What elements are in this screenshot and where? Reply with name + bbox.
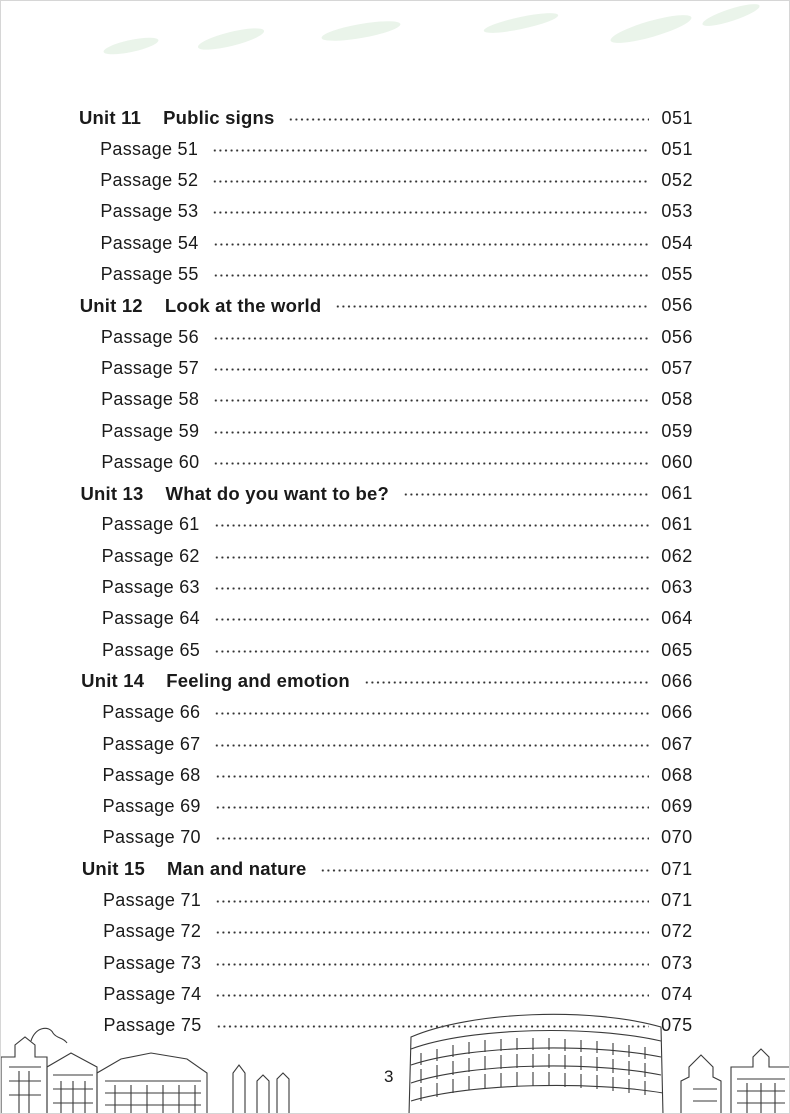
dot-leader [212, 180, 649, 183]
page-ref: 069 [661, 796, 693, 817]
dot-leader [213, 431, 649, 434]
passage-label [100, 139, 198, 160]
passage-label [101, 452, 199, 473]
toc-passage-row [102, 731, 692, 757]
passage-number: Passage 64 [101, 608, 200, 629]
page-ref: 058 [661, 389, 693, 410]
dot-leader [214, 650, 649, 653]
dot-leader [215, 900, 649, 903]
page-ref: 073 [661, 952, 693, 973]
unit-title: Feeling and emotion [166, 670, 350, 692]
passage-label [103, 890, 201, 911]
toc-passage-row [101, 418, 693, 444]
page-ref: 072 [661, 921, 693, 942]
unit-number: Unit 11 [79, 107, 142, 128]
dot-leader [213, 399, 649, 402]
passage-label [102, 702, 200, 723]
toc-passage-row [103, 888, 693, 914]
dot-leader [215, 931, 649, 934]
passage-label [103, 921, 201, 942]
page-ref: 065 [661, 639, 693, 660]
page-ref: 056 [661, 295, 693, 316]
dot-leader [214, 587, 649, 590]
toc-passage-row [102, 637, 693, 663]
page-ref: 068 [661, 764, 693, 785]
passage-number: Passage 56 [100, 326, 199, 347]
unit-title: Look at the world [164, 294, 322, 316]
toc-unit-row [81, 668, 693, 694]
passage-number: Passage 58 [101, 389, 200, 410]
page-ref: 051 [661, 138, 693, 159]
toc-unit-row [82, 856, 693, 882]
dot-leader [215, 963, 649, 966]
passage-number: Passage 54 [100, 232, 199, 253]
toc-unit-row [80, 293, 693, 319]
page-ref: 066 [661, 670, 693, 691]
dot-leader [213, 368, 649, 371]
page-ref: 067 [661, 733, 693, 754]
unit-label [80, 483, 389, 505]
unit-number: Unit 15 [81, 858, 145, 880]
page-ref: 051 [661, 107, 693, 128]
page-ref: 052 [661, 170, 693, 191]
passage-label [101, 358, 199, 379]
passage-label [102, 546, 200, 567]
passage-number: Passage 60 [101, 451, 200, 472]
page-ref: 055 [661, 264, 693, 284]
passage-label [102, 734, 200, 755]
dot-leader [214, 524, 650, 527]
passage-number: Passage 71 [103, 890, 202, 910]
passage-number: Passage 75 [103, 1015, 202, 1036]
dot-leader [213, 337, 649, 340]
page-ref: 070 [661, 827, 693, 848]
passage-number: Passage 63 [101, 577, 200, 597]
dot-leader [214, 712, 649, 715]
passage-number: Passage 68 [102, 764, 201, 785]
dot-leader [213, 462, 649, 465]
passage-label [101, 421, 199, 442]
passage-label [103, 796, 201, 817]
passage-number: Passage 70 [102, 827, 201, 848]
passage-label [102, 577, 200, 598]
toc-passage-row [103, 825, 693, 851]
passage-number: Passage 51 [100, 138, 199, 159]
passage-number: Passage 53 [100, 201, 199, 222]
page-ref: 071 [661, 890, 693, 910]
passage-label [100, 201, 198, 222]
passage-label [102, 608, 200, 629]
passage-number: Passage 52 [100, 170, 199, 191]
toc-passage-row [103, 919, 693, 945]
toc-passage-row [100, 136, 693, 162]
dot-leader [335, 305, 649, 308]
page-ref: 061 [661, 483, 693, 504]
passage-number: Passage 55 [100, 264, 199, 284]
passage-number: Passage 62 [101, 545, 200, 566]
page-ref: 060 [661, 451, 693, 472]
unit-label [80, 295, 322, 317]
page-ref: 054 [661, 232, 693, 253]
passage-label [101, 264, 199, 285]
passage-label [102, 640, 200, 661]
passage-label [101, 327, 199, 348]
unit-number: Unit 14 [81, 670, 145, 692]
unit-title: What do you want to be? [165, 482, 390, 504]
passage-label [100, 233, 198, 254]
dot-leader [213, 274, 650, 277]
dot-leader [403, 493, 649, 496]
toc-passage-row [102, 575, 693, 601]
city-skyline-illustration [1, 997, 790, 1114]
dot-leader [212, 211, 649, 214]
passage-number: Passage 67 [102, 733, 201, 754]
toc-passage-row [100, 168, 693, 194]
passage-number: Passage 59 [101, 420, 200, 441]
toc-passage-row [101, 355, 693, 381]
page-ref: 063 [661, 577, 693, 597]
passage-label [101, 389, 199, 410]
dot-leader [212, 149, 649, 152]
dot-leader [364, 681, 649, 684]
toc-passage-row [102, 512, 693, 538]
passage-number: Passage 73 [103, 952, 202, 973]
passage-label [103, 953, 201, 974]
unit-number: Unit 12 [79, 294, 143, 316]
dot-leader [320, 869, 649, 872]
toc-passage-row [101, 262, 693, 288]
passage-label [103, 765, 201, 786]
passage-number: Passage 66 [102, 702, 201, 723]
unit-title: Man and nature [166, 858, 307, 880]
passage-number: Passage 72 [103, 921, 202, 942]
passage-number: Passage 65 [102, 639, 201, 660]
toc-passage-row [101, 449, 693, 475]
passage-number: Passage 69 [102, 796, 201, 817]
toc-passage-row [101, 324, 693, 350]
page-ref: 059 [661, 420, 693, 441]
toc-passage-row [102, 543, 693, 569]
toc-unit-row [79, 105, 693, 131]
page-ref: 061 [661, 514, 693, 535]
unit-title: Public signs [163, 107, 275, 128]
toc-passage-row [100, 199, 693, 225]
unit-label [81, 670, 350, 692]
unit-label [82, 858, 307, 880]
dot-leader [214, 744, 649, 747]
toc-passage-row [103, 762, 693, 788]
dot-leader [214, 618, 649, 621]
dot-leader [215, 806, 649, 809]
page-number: 3 [384, 1067, 394, 1086]
page-ref: 075 [661, 1015, 693, 1036]
toc-passage-row [100, 230, 692, 256]
toc-passage-row [102, 606, 693, 632]
passage-number: Passage 61 [101, 514, 200, 535]
toc-passage-row [101, 387, 693, 413]
passage-label [100, 170, 198, 191]
passage-label [102, 514, 200, 535]
dot-leader [213, 243, 650, 246]
page-ref: 062 [661, 545, 693, 566]
toc-passage-row [102, 700, 692, 726]
page-ref: 074 [661, 983, 693, 1004]
dot-leader [214, 556, 650, 559]
toc-unit-row [80, 481, 692, 507]
page-ref: 071 [661, 858, 693, 879]
passage-number: Passage 57 [100, 357, 200, 378]
dot-leader [215, 837, 649, 840]
unit-label [79, 107, 274, 129]
page-ref: 064 [661, 608, 693, 629]
unit-number: Unit 13 [80, 482, 144, 504]
dot-leader [288, 118, 649, 121]
page-ref: 053 [661, 201, 693, 222]
toc-passage-row [103, 794, 693, 820]
page-ref: 057 [661, 357, 693, 378]
toc-passage-row [103, 950, 692, 976]
page-ref: 056 [661, 326, 693, 347]
table-of-contents [1, 1, 790, 1041]
passage-label [103, 827, 201, 848]
dot-leader [215, 775, 650, 778]
passage-number: Passage 74 [103, 983, 202, 1004]
page-ref: 066 [661, 702, 693, 723]
